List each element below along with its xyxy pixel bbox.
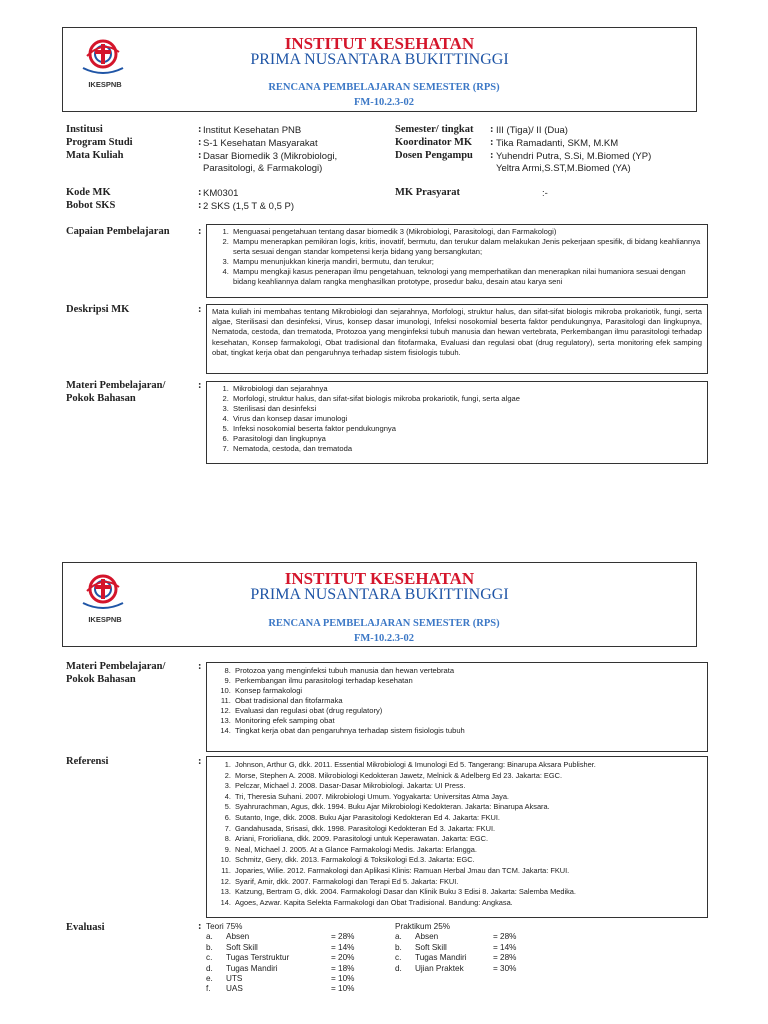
list-item: 1. Mikrobiologi dan sejarahnya [231, 384, 707, 394]
evaluasi-label: Evaluasi [66, 922, 105, 933]
colon: : [198, 187, 202, 198]
materi-label-line2: Pokok Bahasan [66, 674, 136, 685]
referensi-label: Referensi [66, 756, 109, 767]
deskripsi-label: Deskripsi MK [66, 304, 130, 315]
praktikum-title: Praktikum 25% [395, 922, 451, 931]
praktikum-row: b. Soft Skill = 14% [395, 942, 517, 952]
teori-row: d. Tugas Mandiri = 18% [206, 963, 355, 973]
list-item: 13. Katzung, Bertram G, dkk. 2004. Farmakologi Dasar dan Klinik Buku 3 Edisi 8. Jakarta: Salemba Medika. [233, 887, 707, 898]
kode-value: KM0301 [203, 188, 239, 199]
colon: : [490, 150, 494, 161]
kode-label: Kode MK [66, 187, 111, 198]
list-item: 9. Neal, Michael J. 2005. At a Glance Farmakologi Medis. Jakarta: Erlangga. [233, 845, 707, 856]
list-item: 14. Tingkat kerja obat dan pengaruhnya terhadap sistem fisiologis tubuh [233, 726, 707, 736]
materi-box-page2 [206, 662, 708, 752]
page-2 [0, 562, 768, 1024]
teori-row: e. UTS = 10% [206, 974, 355, 984]
form-code: FM-10.2.3-02 [353, 97, 415, 108]
materi-list-page2 [207, 663, 707, 736]
list-item: 8. Protozoa yang menginfeksi tubuh manusia dan hewan vertebrata [233, 666, 707, 676]
list-item: 11. Joparies, Wilie. 2012. Farmakologi dan Aplikasi Klinis: Ramuan Herbal Jmau dan TCM. Jakarta: FKUI. [233, 866, 707, 877]
institution-title: INSTITUT KESEHATAN [284, 569, 475, 588]
referensi-box [206, 756, 708, 918]
list-item: 5. Infeksi nosokomial beserta faktor pendukungnya [231, 424, 707, 434]
semester-value: III (Tiga)/ II (Dua) [496, 125, 568, 136]
colon: : [198, 304, 202, 315]
materi-box-page1 [206, 381, 708, 464]
capaian-list [207, 225, 707, 287]
koordinator-label: Koordinator MK [395, 137, 473, 148]
rps-title: RENCANA PEMBELAJARAN SEMESTER (RPS) [268, 618, 500, 629]
list-item: 8. Ariani, Frorioliana, dkk. 2009. Parasitologi untuk Keperawatan. Jakarta: EGC. [233, 834, 707, 845]
praktikum-row: a. Absen = 28% [395, 932, 517, 942]
bobot-value: 2 SKS (1,5 T & 0,5 P) [203, 201, 295, 212]
institusi-label: Institusi [66, 124, 103, 135]
materi-list-page1 [207, 382, 707, 454]
institution-title: INSTITUT KESEHATAN [284, 34, 475, 53]
colon: : [198, 921, 202, 932]
list-item: 14. Agoes, Azwar. Kapita Selekta Farmakologi dan Obat Tradisional. Bandung: Angkasa. [233, 898, 707, 909]
list-item: 4. Tri, Theresia Suhani. 2007. Mikrobiologi Umum. Yogyakarta: Universitas Atma Jaya. [233, 792, 707, 803]
teori-row: f. UAS = 10% [206, 984, 355, 994]
list-item: 7. Nematoda, cestoda, dan trematoda [231, 444, 707, 454]
institution-subtitle: PRIMA NUSANTARA BUKITTINGGI [250, 51, 509, 68]
dosen-value-line2: Yeltra Armi,S.ST,M.Biomed (YA) [496, 163, 631, 174]
colon: : [198, 226, 202, 237]
list-item: 3. Sterilisasi dan desinfeksi [231, 404, 707, 414]
deskripsi-text: Mata kuliah ini membahas tentang Mikrobiologi dan sejarahnya, Morfologi, struktur halus, dan sifat-sifat biologis mikroba prokariotik, fungi, serta algae, Sterilisasi dan desinfeksi, Virus, konsep dasar imunologi, Infeksi nosokomial beserta faktor pendukungnya, Parasitologi dan lingkupnya, Nematoda, cestoda, dan trematoda, Protozoa yang menginfeksi tubuh manusia dan hewan vertebrata, Perkembangan ilmu parasitologi terhadap kesehatan, Konsep farmakologi, Obat tradisional dan fitofarmaka, Evaluasi dan regulasi obat (drug regulatory), serta monitoring efek samping obat, tingkat kerja obat dan pengaruhnya terhadap sistem fisiologis tubuh. [212, 307, 702, 357]
logo-text: IKESPNB [88, 80, 122, 89]
prasyarat-value: :- [542, 188, 548, 199]
colon: : [198, 200, 202, 211]
list-item: 3. Pelczar, Michael J. 2008. Dasar-Dasar Mikrobiologi. Jakarta: UI Press. [233, 781, 707, 792]
form-code: FM-10.2.3-02 [353, 633, 415, 644]
institusi-value: Institut Kesehatan PNB [203, 125, 302, 136]
teori-title: Teori 75% [206, 922, 243, 931]
colon: : [490, 124, 494, 135]
list-item: 2. Morfologi, struktur halus, dan sifat-sifat biologis mikroba prokariotik, fungi, serta algae [231, 394, 707, 404]
colon: : [198, 150, 202, 161]
list-item: 7. Gandahusada, Srisasi, dkk. 1998. Parasitologi Kedokteran Ed 3. Jakarta: FKUI. [233, 824, 707, 835]
list-item: 2. Morse, Stephen A. 2008. Mikrobiologi Kedokteran Jawetz, Melnick & Adelberg Ed 23. Jakarta: EGC. [233, 771, 707, 782]
list-item: 12. Syarif, Amir, dkk. 2007. Farmakologi dan Terapi Ed 5. Jakarta: FKUI. [233, 877, 707, 888]
dosen-value-line1: Yuhendri Putra, S.Si, M.Biomed (YP) [496, 151, 652, 162]
dosen-label: Dosen Pengampu [395, 150, 473, 161]
referensi-list [207, 757, 707, 908]
page-1 [0, 0, 768, 500]
list-item: 9. Perkembangan ilmu parasitologi terhadap kesehatan [233, 676, 707, 686]
bobot-label: Bobot SKS [66, 200, 116, 211]
list-item: 10. Konsep farmakologi [233, 686, 707, 696]
list-item: 1. Menguasai pengetahuan tentang dasar biomedik 3 (Mikrobiologi, Parasitologi, dan Farmakologi) [231, 227, 703, 237]
list-item: 11. Obat tradisional dan fitofarmaka [233, 696, 707, 706]
capaian-box [206, 224, 708, 298]
list-item: 13. Monitoring efek samping obat [233, 716, 707, 726]
rps-title: RENCANA PEMBELAJARAN SEMESTER (RPS) [268, 82, 500, 93]
capaian-label: Capaian Pembelajaran [66, 226, 170, 237]
list-item: 12. Evaluasi dan regulasi obat (drug regulatory) [233, 706, 707, 716]
list-item: 1. Johnson, Arthur G, dkk. 2011. Essential Mikrobiologi & Imunologi Ed 5. Tangerang: Binarupa Aksara Publisher. [233, 760, 707, 771]
deskripsi-box [206, 304, 708, 374]
praktikum-row: d. Ujian Praktek = 30% [395, 963, 517, 973]
evaluasi-teori [206, 922, 354, 995]
mk-value-line2: Parasitologi, & Farmakologi) [203, 163, 323, 174]
colon: : [198, 124, 202, 135]
list-item: 4. Virus dan konsep dasar imunologi [231, 414, 707, 424]
teori-row: b. Soft Skill = 14% [206, 942, 355, 952]
list-item: 2. Mampu menerapkan pemikiran logis, kritis, inovatif, bermutu, dan terukur dalam melakukan Jenis pekerjaan spesifik, di bidang keahliannya serta sesuai dengan standar kompetensi kerja bidang yang bersangkutan; [231, 237, 703, 257]
materi-label-line1: Materi Pembelajaran/ [66, 380, 166, 391]
list-item: 10. Schmitz, Gery, dkk. 2013. Farmakologi & Toksikologi Ed.3. Jakarta: EGC. [233, 855, 707, 866]
mk-value-line1: Dasar Biomedik 3 (Mikrobiologi, [203, 151, 338, 162]
prasyarat-label: MK Prasyarat [395, 187, 461, 198]
list-item: 6. Parasitologi dan lingkupnya [231, 434, 707, 444]
colon: : [198, 661, 202, 672]
logo-text: IKESPNB [88, 615, 122, 624]
colon: : [198, 137, 202, 148]
teori-row: c. Tugas Terstruktur = 20% [206, 953, 355, 963]
semester-label: Semester/ tingkat [395, 124, 474, 135]
list-item: 3. Mampu menunjukkan kinerja mandiri, bermutu, dan terukur; [231, 257, 703, 267]
prodi-value: S-1 Kesehatan Masyarakat [203, 138, 318, 149]
institution-subtitle: PRIMA NUSANTARA BUKITTINGGI [250, 586, 509, 603]
colon: : [490, 137, 494, 148]
colon: : [198, 756, 202, 767]
colon: : [198, 380, 202, 391]
materi-label-line1: Materi Pembelajaran/ [66, 661, 166, 672]
prodi-label: Program Studi [66, 137, 133, 148]
praktikum-row: c. Tugas Mandiri = 28% [395, 953, 517, 963]
teori-row: a. Absen = 28% [206, 932, 355, 942]
list-item: 6. Sutanto, Inge, dkk. 2008. Buku Ajar Parasitologi Kedokteran Ed 4. Jakarta: FKUI. [233, 813, 707, 824]
koordinator-value: Tika Ramadanti, SKM, M.KM [496, 138, 619, 149]
mk-label: Mata Kuliah [66, 150, 124, 161]
list-item: 5. Syahrurachman, Agus, dkk. 1994. Buku Ajar Mikrobiologi Kedokteran. Jakarta: Binarupa Aksara. [233, 802, 707, 813]
materi-label-line2: Pokok Bahasan [66, 393, 136, 404]
list-item: 4. Mampu mengkaji kasus penerapan ilmu pengetahuan, teknologi yang memperhatikan dan menerapkan nilai humaniora sesuai dengan bidang keahliannya dalam rangka menghasilkan prototype, prosedur baku, desain atau karya seni [231, 267, 703, 287]
evaluasi-praktikum [395, 922, 516, 974]
